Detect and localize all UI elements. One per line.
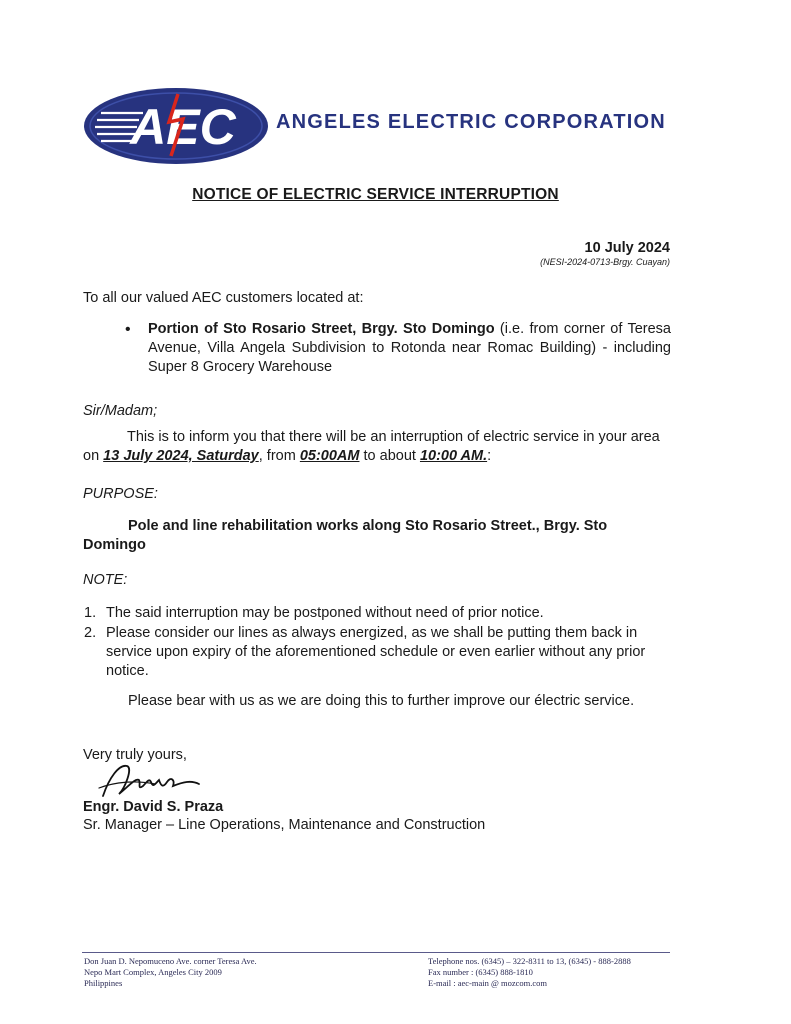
- note-item: The said interruption may be postponed without need of prior notice.: [106, 605, 544, 621]
- purpose-text: Pole and line rehabilitation works along Sto Rosario Street., Brgy. Sto Domingo: [83, 518, 608, 553]
- footer-divider: [82, 952, 670, 953]
- valediction: Very truly yours,: [83, 747, 187, 763]
- from-text: , from: [258, 448, 300, 464]
- signatory-position: Sr. Manager – Line Operations, Maintenance and Construction: [83, 817, 486, 833]
- handwritten-signature: [95, 758, 205, 802]
- footer-address-line: Philippines: [84, 978, 123, 988]
- location-main: Portion of Sto Rosario Street, Brgy. Sto Domingo: [148, 321, 495, 337]
- schedule-date: 13 July 2024, Saturday: [103, 448, 259, 464]
- to-text: to about: [359, 448, 420, 464]
- footer-contact-line: Telephone nos. (6345) – 322-8311 to 13, (6345) - 888-2888: [428, 956, 631, 966]
- note-number: 2.: [84, 625, 97, 641]
- note-number: 1.: [84, 605, 97, 621]
- closing-line: Please bear with us as we are doing this to further improve our électric service.: [128, 693, 635, 709]
- end-time: 10:00 AM.: [419, 448, 488, 464]
- footer-address-line: Don Juan D. Nepomuceno Ave. corner Teresa Ave.: [84, 956, 257, 966]
- body-intro: This is to inform you that there will be an interruption of electric service in your area on: [83, 429, 660, 464]
- signatory-name: Engr. David S. Praza: [83, 799, 224, 815]
- reference-number: (NESI-2024-0713-Brgy. Cuayan): [540, 257, 670, 267]
- notice-title: NOTICE OF ELECTRIC SERVICE INTERRUPTION: [192, 186, 559, 203]
- affected-location: [148, 320, 671, 377]
- company-name: ANGELES ELECTRIC CORPORATION: [276, 111, 666, 133]
- location-detail: (i.e. from corner of Teresa Avenue, Villa Angela Subdivision to Rotonda near Romac Building) - including Super 8 Grocery Warehouse: [148, 321, 671, 375]
- footer-contact-line: Fax number : (6345) 888-1810: [428, 967, 533, 977]
- notice-date: 10 July 2024: [584, 240, 670, 256]
- logo-lettering: AEC: [130, 99, 236, 155]
- body-end: :: [487, 448, 492, 464]
- salutation: Sir/Madam;: [83, 403, 158, 419]
- interruption-paragraph: [83, 428, 673, 466]
- note-item: Please consider our lines as always energized, as we shall be putting them back in service upon expiry of the aforementioned schedule or even earlier without any prior notice.: [106, 625, 646, 679]
- bullet-icon: •: [125, 321, 131, 338]
- footer-address-line: Nepo Mart Complex, Angeles City 2009: [84, 967, 222, 977]
- purpose-label: PURPOSE:: [83, 486, 158, 502]
- footer-contact-line: E-mail : aec-main @ mozcom.com: [428, 978, 547, 988]
- company-logo: [83, 86, 269, 166]
- note-label: NOTE:: [83, 572, 128, 588]
- addressee-line: To all our valued AEC customers located at:: [83, 290, 364, 306]
- start-time: 05:00AM: [299, 448, 360, 464]
